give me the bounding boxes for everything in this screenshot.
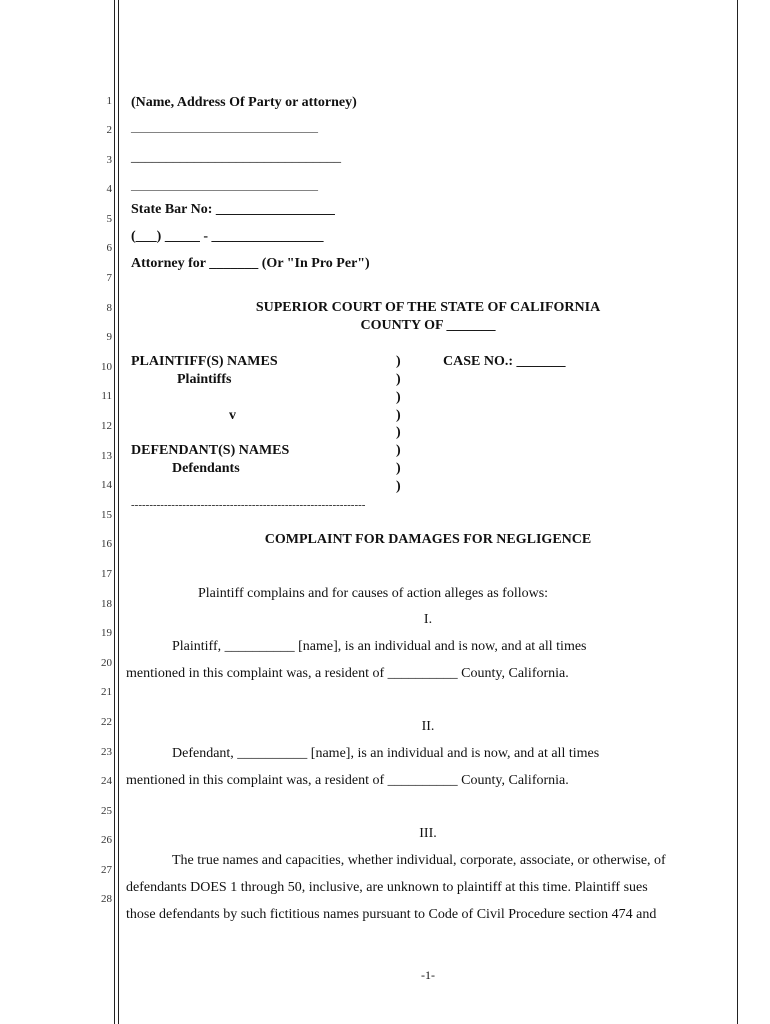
section-text: those defendants by such fictitious names pursuant to Code of Civil Procedure section 474 and: [126, 907, 657, 922]
line-number: 23: [101, 746, 112, 758]
caption-paren: ): [396, 408, 401, 423]
line-number: 7: [106, 272, 112, 284]
line-number: 27: [101, 864, 112, 876]
page-number: -1-: [421, 968, 435, 982]
caption-paren: ): [396, 461, 401, 476]
name-address-heading: (Name, Address Of Party or attorney): [131, 95, 357, 110]
caption-paren: ): [396, 443, 401, 458]
section-text: mentioned in this complaint was, a resident of __________ County, California.: [126, 666, 569, 681]
defendants-label: Defendants: [172, 461, 240, 476]
caption-paren: ): [396, 425, 401, 440]
line-number: 8: [106, 302, 112, 314]
section-text: Defendant, __________ [name], is an individual and is now, and at all times: [172, 746, 600, 761]
line-number: 15: [101, 509, 112, 521]
line-number: 6: [106, 242, 112, 254]
line-number: 19: [101, 627, 112, 639]
left-margin-rule-outer: [114, 0, 115, 1024]
line-number: 21: [101, 686, 112, 698]
section-text: The true names and capacities, whether individual, corporate, associate, or otherwise, of: [172, 853, 666, 868]
state-bar-field: State Bar No: _________________: [131, 202, 335, 217]
plaintiff-names: PLAINTIFF(S) NAMES: [131, 354, 278, 369]
versus-label: v: [229, 408, 236, 423]
line-number: 14: [101, 479, 112, 491]
line-number: 1: [106, 95, 112, 107]
complaint-intro: Plaintiff complains and for causes of action alleges as follows:: [198, 586, 549, 601]
defendant-names: DEFENDANT(S) NAMES: [131, 443, 290, 458]
line-number: 11: [101, 390, 112, 402]
section-text: Plaintiff, __________ [name], is an individual and is now, and at all times: [172, 639, 587, 654]
line-number: 26: [101, 834, 112, 846]
line-number: 17: [101, 568, 112, 580]
caption-paren: ): [396, 390, 401, 405]
section-text: defendants DOES 1 through 50, inclusive, are unknown to plaintiff at this time. Plaintiff sues: [126, 880, 648, 895]
line-number: 12: [101, 420, 112, 432]
line-number: 13: [101, 450, 112, 462]
left-margin-rule-inner: [118, 0, 119, 1024]
line-number: 3: [106, 154, 112, 166]
line-number: 20: [101, 657, 112, 669]
line-number: 16: [101, 538, 112, 550]
court-county: COUNTY OF _______: [360, 318, 496, 333]
court-name: SUPERIOR COURT OF THE STATE OF CALIFORNIA: [255, 300, 601, 315]
line-number: 10: [101, 361, 112, 373]
caption-paren: ): [396, 354, 401, 369]
line-number: 28: [101, 893, 112, 905]
case-number-field: CASE NO.: _______: [443, 354, 566, 369]
section-numeral: II.: [421, 719, 435, 734]
line-number: 25: [101, 805, 112, 817]
caption-divider: ----------------------------------------------------------------: [131, 499, 366, 511]
caption-paren: ): [396, 372, 401, 387]
plaintiffs-label: Plaintiffs: [177, 372, 232, 387]
line-number: 22: [101, 716, 112, 728]
line-number: 5: [106, 213, 112, 225]
line-number: 4: [106, 183, 112, 195]
phone-field: (___) _____ - ________________: [131, 229, 324, 244]
attorney-for-field: Attorney for _______ (Or "In Pro Per"): [131, 256, 370, 271]
caption-paren: ): [396, 479, 401, 494]
line-number: 18: [101, 598, 112, 610]
address-blank-line: __________________________________: [131, 122, 318, 134]
complaint-title: COMPLAINT FOR DAMAGES FOR NEGLIGENCE: [264, 532, 592, 547]
section-text: mentioned in this complaint was, a resident of __________ County, California.: [126, 773, 569, 788]
line-number: 24: [101, 775, 112, 787]
address-blank-line: __________________________________: [131, 180, 318, 192]
line-number: 2: [106, 124, 112, 136]
line-number: 9: [106, 331, 112, 343]
section-numeral: I.: [423, 612, 433, 627]
section-numeral: III.: [419, 826, 437, 841]
right-margin-rule: [737, 0, 738, 1024]
address-blank-line: ______________________________: [131, 150, 341, 165]
